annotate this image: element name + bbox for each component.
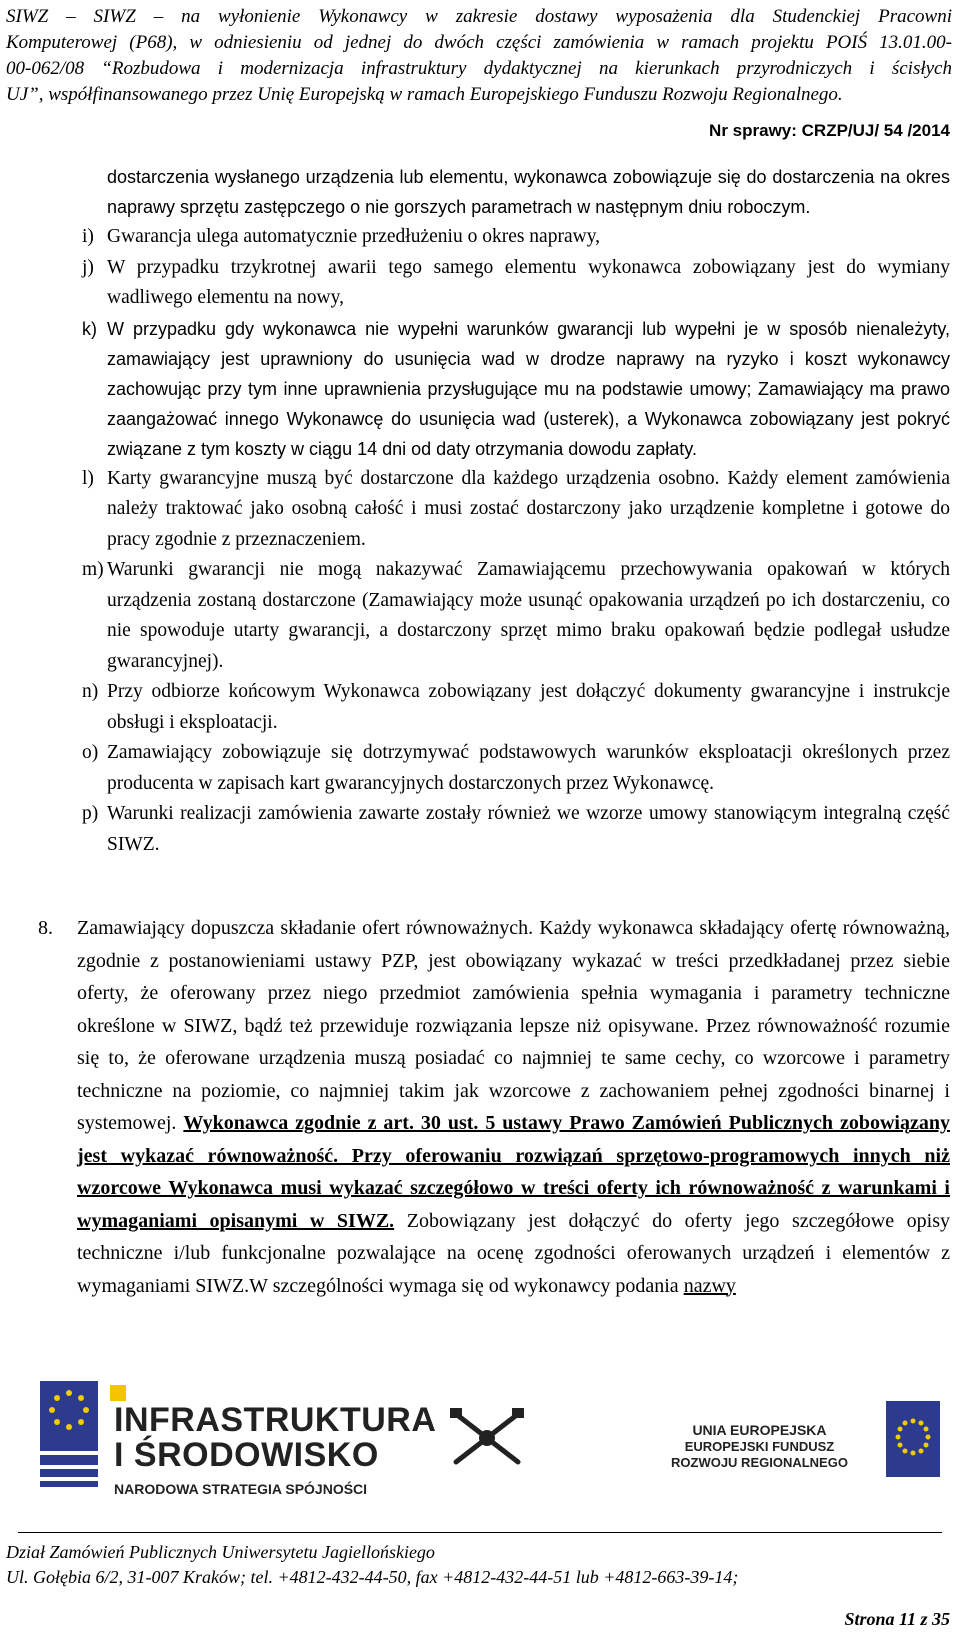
is-subtitle: NARODOWA STRATEGIA SPÓJNOŚCI xyxy=(114,1481,368,1497)
eu-flag-icon xyxy=(886,1401,940,1477)
footer-line-2: Ul. Gołębia 6/2, 31-007 Kraków; tel. +4812-432-44-50, fax +4812-432-44-51 lub +4812-663-39-14; xyxy=(6,1567,739,1587)
list-item xyxy=(82,738,950,799)
eu-line3: ROZWOJU REGIONALNEGO xyxy=(671,1455,848,1470)
point-8-bold-underlined: Wykonawca zgodnie z art. 30 ust. 5 ustawy Prawo Zamówień Publicznych zobowiązany jest wykazać równoważność. Przy oferowaniu rozwiązań sprzętowo-programowych innych niż wzorcowe Wykonawca musi wykazać szczegółowo w treści oferty ich równoważność z warunkami i wymaganiami opisanymi w SIWZ. xyxy=(77,1112,950,1232)
document-footer xyxy=(6,1540,954,1590)
list-item xyxy=(82,677,950,738)
list-item xyxy=(82,555,950,677)
list-text: Warunki realizacji zamówienia zawarte zostały również we wzorze umowy stanowiącym integralną część SIWZ. xyxy=(107,803,950,855)
intro-paragraph: dostarczenia wysłanego urządzenia lub elementu, wykonawca zobowiązuje się do dostarczenia na okres naprawy sprzętu zastępczego o nie gorszych parametrach w następnym dniu roboczym. xyxy=(107,167,950,217)
list-item xyxy=(82,799,950,860)
eu-flag-stripes-icon xyxy=(40,1381,98,1493)
header-line: 00-062/08 “Rozbudowa i modernizacja infrastruktury dydaktycznej na kierunkach przyrodniczych i ścisłych xyxy=(6,58,952,79)
warranty-section xyxy=(82,162,950,860)
list-text: Warunki gwarancji nie mogą nakazywać Zamawiającemu przechowywania opakowań w których urządzenia zostaną dostarczone (Zamawiający może usunąć opakowania urządzeń po ich dostarczeniu, co nie spowoduje utarty gwarancji, a dostarczony sprzęt mimo braku opakowań będzie podlegał usłudze gwarancyjnej). xyxy=(107,559,950,672)
list-text: Przy odbiorze końcowym Wykonawca zobowiązany jest dołączyć dokumenty gwarancyjne i instrukcje obsługi i eksploatacji. xyxy=(107,681,950,733)
case-number: Nr sprawy: CRZP/UJ/ 54 /2014 xyxy=(709,121,950,140)
infrastruktura-logo-icon xyxy=(110,1385,126,1401)
list-item xyxy=(82,253,950,314)
list-letter: m) xyxy=(82,559,104,580)
page-number: Strona 11 z 35 xyxy=(844,1609,950,1629)
point-8-text-c: Zobowiązany jest dołączyć do oferty jego szczegółowe opisy techniczne i/lub funkcjonalne pozwalające na ocenę zgodności oferowanych urządzeń i elementów z wymaganiami SIWZ.W szczególności wymaga się od wykonawcy podania xyxy=(77,1209,951,1297)
list-letter: j) xyxy=(82,256,94,278)
list-letter: k) xyxy=(82,318,97,339)
list-letter: i) xyxy=(82,226,94,247)
header-line: Komputerowej (P68), w odniesieniu od jednej do dwóch części zamówienia w ramach projektu POIŚ 13.01.00- xyxy=(6,32,952,53)
eu-line2: EUROPEJSKI FUNDUSZ xyxy=(684,1439,835,1454)
point-number: 8. xyxy=(38,917,53,939)
eu-fund-text xyxy=(671,1421,848,1471)
list-text: W przypadku gdy wykonawca nie wypełni warunków gwarancji lub wypełni je w sposób nienależyty, zamawiający jest uprawniony do usunięcia wad w drodze naprawy na ryzyko i koszt wykonawcy zachowując przy tym inne uprawnienia przysługujące mu na podstawie umowy; Zamawiający ma prawo zaangażować innego Wykonawcę do usunięcia wad (usterek), a Wykonawca zobowiązany jest pokryć związane z tym koszty w ciągu 14 dni od daty otrzymania dowodu zapłaty. xyxy=(107,318,950,459)
point-8-underlined-word: nazwy xyxy=(683,1274,736,1297)
funding-logos xyxy=(0,1375,960,1495)
list-text: Karty gwarancyjne muszą być dostarczone dla każdego urządzenia osobno. Każdy element zamówienia należy traktować jako osobną całość i musi zostać dostarczony jako urządzenie kompletne i gotowe do pracy zgodnie z przeznaczeniem. xyxy=(107,467,950,550)
list-letter: n) xyxy=(82,681,99,702)
list-text: Gwarancja ulega automatycznie przedłużeniu o okres naprawy, xyxy=(107,226,601,247)
crossed-keys-mark-icon xyxy=(442,1402,532,1474)
point-8 xyxy=(38,912,950,1302)
list-letter: p) xyxy=(82,803,99,824)
list-item xyxy=(82,314,950,464)
footer-divider xyxy=(18,1532,942,1533)
list-item xyxy=(82,464,950,556)
point-8-text-a: Zamawiający dopuszcza składanie ofert równoważnych. Każdy wykonawca składający ofertę równoważną, zgodnie z postanowieniami ustawy PZP, jest obowiązany wykazać w treści przedkładanej przez siebie oferty, że oferowany przez niego przedmiot zamówienia spełnia wymagania i parametry techniczne określone w SIWZ, bądź też przewiduje rozwiązania lepsze niż opisywane. Przez równoważność rozumie się to, że oferowane urządzenia muszą posiadać co najmniej te same cechy, co wzorcowe i parametry techniczne na poziomie, co najmniej takim jak wzorcowe z zachowaniem pełnej zgodności binarnej i systemowej. xyxy=(77,917,950,1134)
list-letter: o) xyxy=(82,742,99,763)
footer-line-1: Dział Zamówień Publicznych Uniwersytetu Jagiellońskiego xyxy=(6,1542,435,1562)
header-line: UJ”, współfinansowanego przez Unię Europejską w ramach Europejskiego Funduszu Rozwoju Regionalnego. xyxy=(6,84,843,105)
warranty-list xyxy=(82,222,950,860)
infrastruktura-logo-text xyxy=(114,1403,436,1473)
is-line2: I ŚRODOWISKO xyxy=(114,1436,379,1474)
eu-line1: UNIA EUROPEJSKA xyxy=(692,1422,827,1438)
list-item xyxy=(82,222,950,253)
point-8-text xyxy=(77,912,950,1302)
list-text: W przypadku trzykrotnej awarii tego samego elementu wykonawca zobowiązany jest do wymiany wadliwego elementu na nowy, xyxy=(107,256,950,308)
document-header xyxy=(6,4,952,108)
header-line: SIWZ – SIWZ – na wyłonienie Wykonawcy w zakresie dostawy wyposażenia dla Studenckiej Pracowni xyxy=(6,6,952,27)
list-text: Zamawiający zobowiązuje się dotrzymywać podstawowych warunków eksploatacji określonych przez producenta w zapisach kart gwarancyjnych dostarczonych przez Wykonawcę. xyxy=(107,742,950,794)
list-letter: l) xyxy=(82,467,94,489)
is-line1: INFRASTRUKTURA xyxy=(114,1401,437,1439)
